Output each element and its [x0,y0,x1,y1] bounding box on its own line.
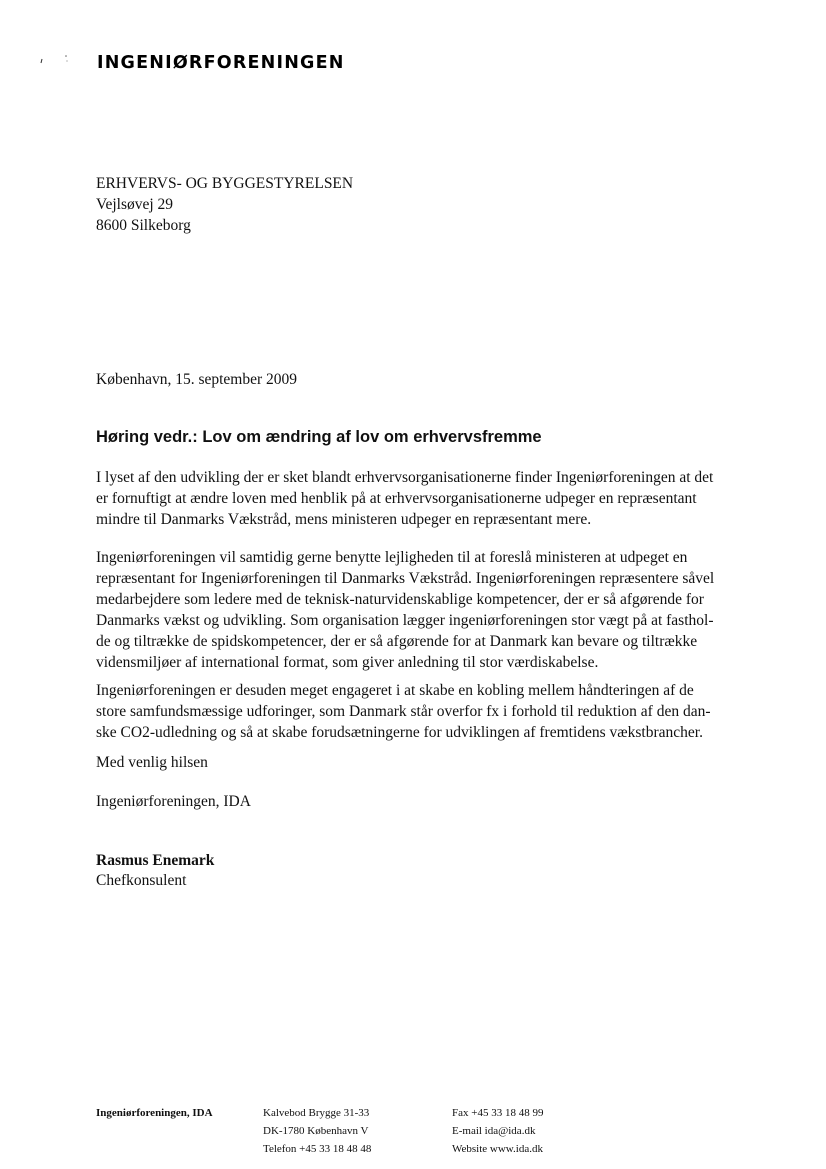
signer-title: Chefkonsulent [96,872,187,889]
footer-contact [452,1104,543,1158]
text-line: de og tiltrække de spidskompetencer, der er så afgørende for at Danmark kan bevare og tiltrække [96,633,698,650]
footer-contact-line: Fax +45 33 18 48 99 [452,1107,544,1119]
text-line: I lyset af den udvikling der er sket blandt erhvervsorganisationerne finder Ingeniørforeningen at det [96,469,714,486]
body-paragraph-3 [96,680,746,743]
footer-contact-line: E-mail ida@ida.dk [452,1125,536,1137]
scan-specks [36,50,76,80]
footer-address-line: Telefon +45 33 18 48 48 [263,1143,372,1155]
text-line: repræsentant for Ingeniørforeningen til Danmarks Vækstråd. Ingeniørforeningen repræsentere såvel [96,570,715,587]
body-paragraph-1 [96,467,746,530]
text-line: Ingeniørforeningen vil samtidig gerne benytte lejligheden til at foreslå ministeren at udpeget en [96,549,688,566]
recipient-line: 8600 Silkeborg [96,217,191,234]
body-paragraph-2 [96,547,746,673]
recipient-address [96,173,353,236]
text-line: Danmarks vækst og udvikling. Som organisation lægger ingeniørforeningen stor vægt på at fasthol- [96,612,714,629]
recipient-line: ERHVERVS- OG BYGGESTYRELSEN [96,175,354,192]
footer-address-line: DK-1780 København V [263,1125,369,1137]
footer-contact-line: Website www.ida.dk [452,1143,543,1155]
text-line: mindre til Danmarks Vækstråd, mens ministeren udpeger en repræsentant mere. [96,511,592,528]
recipient-line: Vejlsøvej 29 [96,196,174,213]
signature-block [96,851,214,891]
text-line: vidensmiljøer af international format, som giver anledning til stor værdiskabelse. [96,654,599,671]
footer-address-line: Kalvebod Brygge 31-33 [263,1107,370,1119]
letterhead-logo: INGENIØRFORENINGEN [97,53,345,73]
signer-name: Rasmus Enemark [96,852,215,869]
organization-signoff: Ingeniørforeningen, IDA [96,793,251,810]
text-line: Ingeniørforeningen er desuden meget engageret i at skabe en kobling mellem håndteringen af de [96,682,694,699]
closing-salutation: Med venlig hilsen [96,754,208,771]
footer-org [96,1104,213,1122]
text-line: ske CO2-udledning og så at skabe forudsætningerne for udviklingen af fremtidens vækstbrancher. [96,724,703,741]
footer-org-name: Ingeniørforeningen, IDA [96,1107,213,1119]
date-line: København, 15. september 2009 [96,371,298,388]
subject-heading: Høring vedr.: Lov om ændring af lov om erhvervsfremme [96,428,542,446]
text-line: medarbejdere som ledere med de teknisk-naturvidenskablige kompetencer, der er så afgørende for [96,591,704,608]
footer-address [263,1104,371,1158]
text-line: store samfundsmæssige udforinger, som Danmark står overfor fx i forhold til reduktion af den dan- [96,703,711,720]
text-line: er fornuftigt at ændre loven med henblik på at erhvervsorganisationerne udpeger en repræsentant [96,490,697,507]
